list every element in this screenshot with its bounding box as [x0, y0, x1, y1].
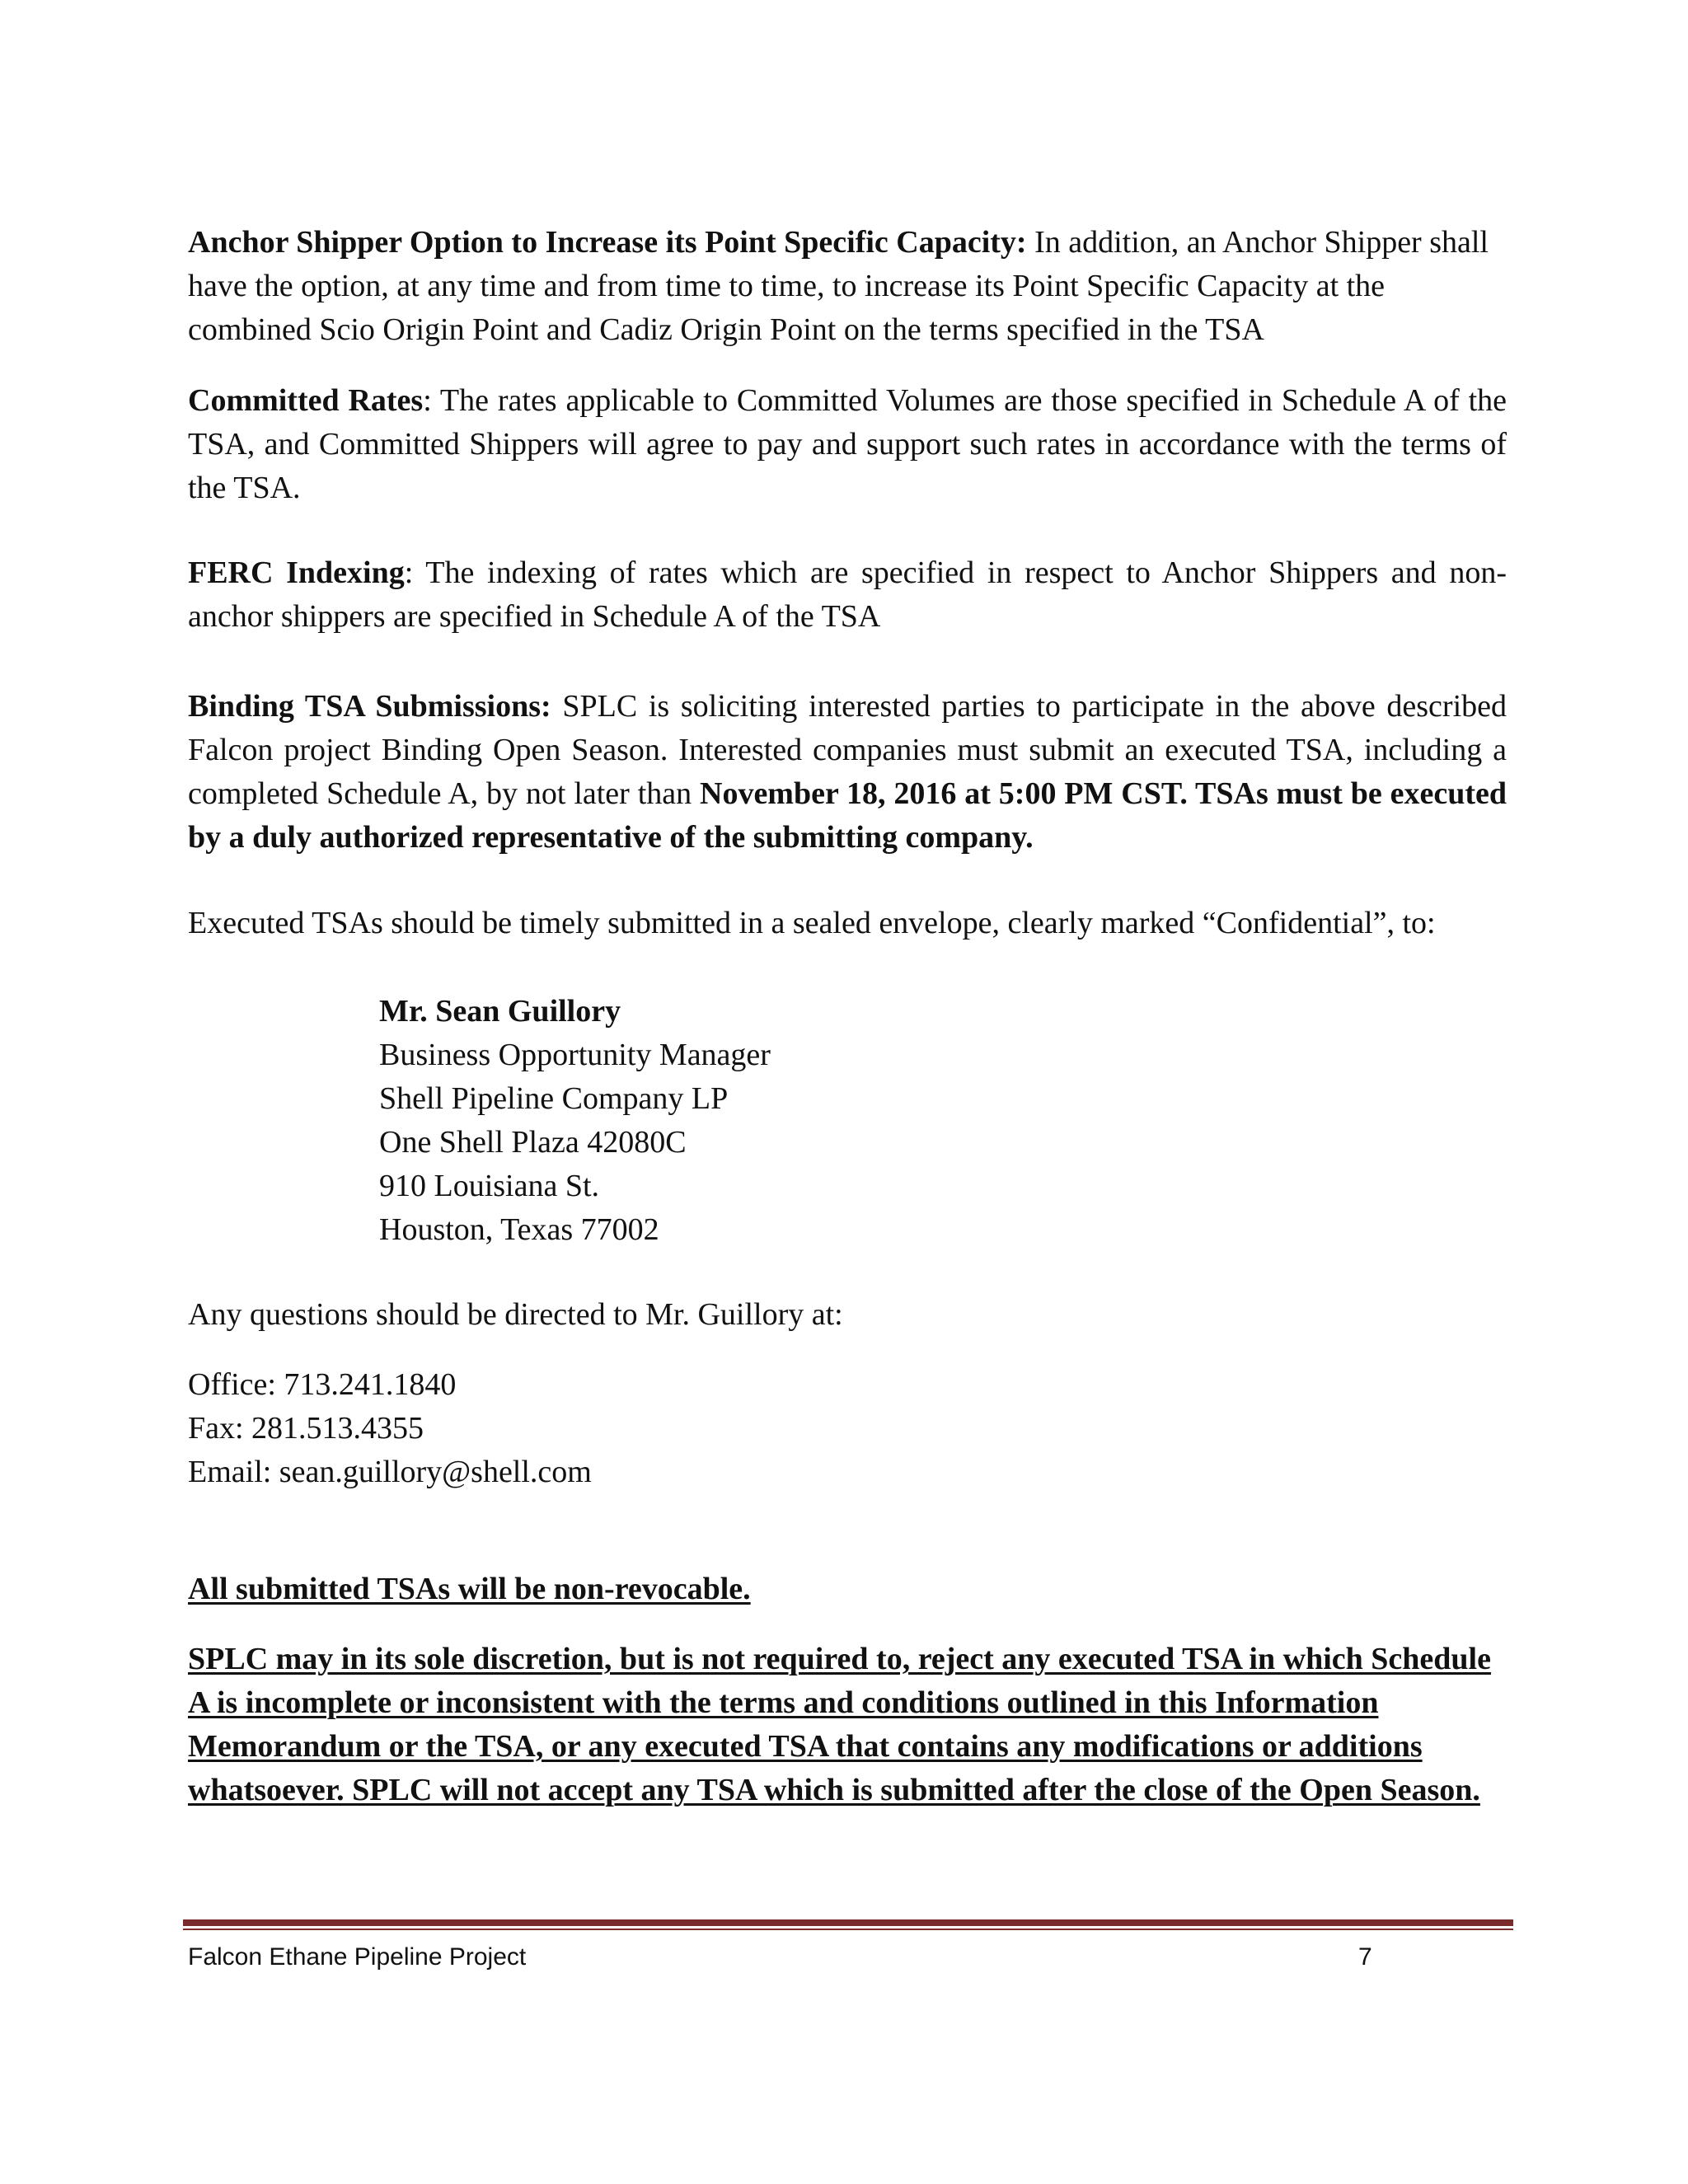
address-city: Houston, Texas 77002: [379, 1212, 659, 1247]
binding-submissions-deadline: November 18, 2016 at 5:00 PM CST. TSAs must be executed by a duly authorized representative of the submitting company.: [188, 776, 1507, 855]
ferc-indexing-paragraph: [188, 551, 1507, 639]
binding-submissions-heading: Binding TSA Submissions:: [188, 689, 551, 724]
mailing-address: [379, 990, 771, 1252]
ferc-indexing-heading: FERC Indexing: [188, 555, 405, 590]
ferc-indexing-body: : The indexing of rates which are specified in respect to Anchor Shippers and non-anchor shippers are specified in Schedule A of the TSA: [188, 555, 1507, 634]
questions-intro: Any questions should be directed to Mr. Guillory at:: [188, 1297, 843, 1332]
binding-submissions-body: SPLC is soliciting interested parties to participate in the above described Falcon project Binding Open Season. Interested companies must submit an executed TSA, including a completed Schedule A, by not later than: [188, 689, 1507, 811]
contact-office: Office: 713.241.1840: [188, 1367, 457, 1402]
anchor-shipper-paragraph: [188, 221, 1507, 352]
committed-rates-body: : The rates applicable to Committed Volumes are those specified in Schedule A of the TSA, and Committed Shippers will agree to pay and support such rates in accordance with the terms of the TSA.: [188, 383, 1507, 505]
executed-tsas-intro: Executed TSAs should be timely submitted in a sealed envelope, clearly marked “Confidential”, to:: [188, 906, 1436, 940]
address-company: Shell Pipeline Company LP: [379, 1081, 729, 1116]
committed-rates-paragraph: [188, 379, 1507, 510]
anchor-shipper-heading: Anchor Shipper Option to Increase its Point Specific Capacity:: [188, 225, 1027, 260]
footer-page-number: 7: [1358, 1943, 1372, 1971]
address-building: One Shell Plaza 42080C: [379, 1125, 687, 1160]
non-revocable-notice: All submitted TSAs will be non-revocable.: [188, 1572, 751, 1606]
discretion-notice: SPLC may in its sole discretion, but is not required to, reject any executed TSA in which Schedule A is incomplete or inconsistent with the terms and conditions outlined in this Information Memorandum or the TSA, or any executed TSA that contains any modifications or additions whatsoever. SPLC will not accept any TSA which is submitted after the close of the Open Season.: [188, 1642, 1491, 1807]
address-street: 910 Louisiana St.: [379, 1169, 600, 1203]
contact-details: [188, 1363, 1507, 1494]
footer-divider-thin: [183, 1929, 1513, 1930]
footer-title: Falcon Ethane Pipeline Project: [188, 1943, 527, 1971]
contact-fax: Fax: 281.513.4355: [188, 1411, 424, 1446]
address-name: Mr. Sean Guillory: [379, 994, 621, 1029]
committed-rates-heading: Committed Rates: [188, 383, 424, 418]
anchor-shipper-body: In addition, an Anchor Shipper shall have the option, at any time and from time to time, to increase its Point Specific Capacity at the combined Scio Origin Point and Cadiz Origin Point on the terms specified in the TSA: [188, 225, 1489, 347]
binding-submissions-paragraph: [188, 685, 1507, 860]
address-title: Business Opportunity Manager: [379, 1038, 771, 1072]
contact-email: Email: sean.guillory@shell.com: [188, 1455, 592, 1489]
footer-divider: [183, 1919, 1513, 1926]
